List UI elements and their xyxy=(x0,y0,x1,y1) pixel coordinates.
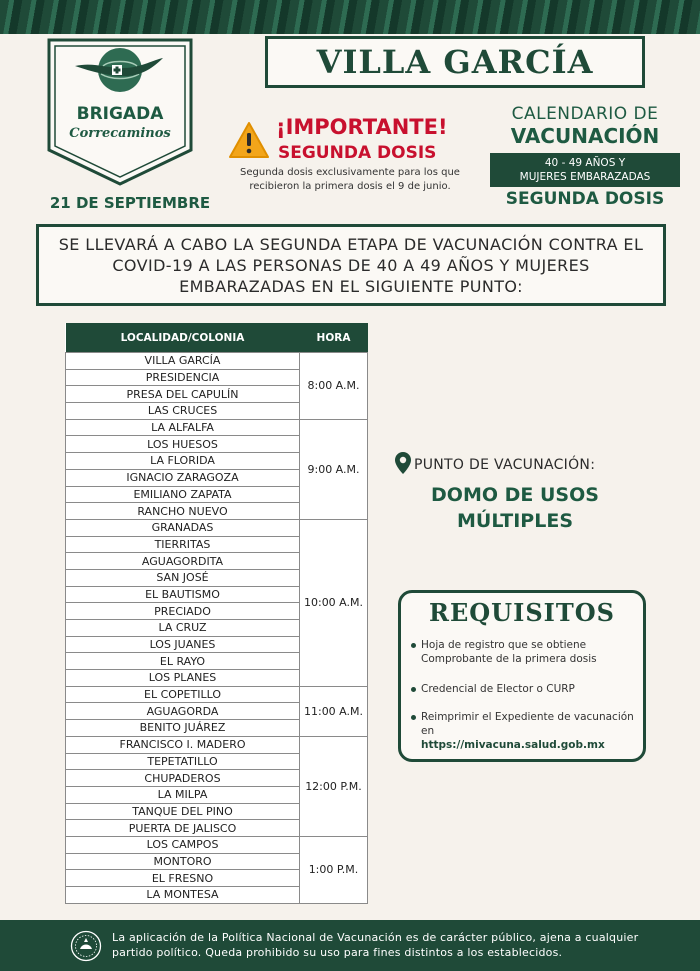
locality-cell: TANQUE DEL PINO xyxy=(66,803,300,820)
requirement-item xyxy=(421,682,636,696)
table-row xyxy=(66,836,368,853)
locality-cell: TIERRITAS xyxy=(66,536,300,553)
column-header-locality: LOCALIDAD/COLONIA xyxy=(66,323,300,353)
locality-cell: EL BAUTISMO xyxy=(66,586,300,603)
second-dose-note-line: Segunda dosis exclusivamente para los que xyxy=(240,167,460,178)
requirements-box xyxy=(398,590,646,762)
locality-cell: PUERTA DE JALISCO xyxy=(66,820,300,837)
table-row xyxy=(66,686,368,703)
requirement-text: Hoja de registro que se obtiene Comprobante de la primera dosis xyxy=(421,639,597,665)
locality-cell: LA MONTESA xyxy=(66,887,300,904)
locality-cell: PRESIDENCIA xyxy=(66,369,300,386)
warning-icon xyxy=(228,121,270,159)
time-cell: 11:00 A.M. xyxy=(300,686,368,736)
second-dose-heading: SEGUNDA DOSIS xyxy=(278,143,437,163)
locality-cell: EL RAYO xyxy=(66,653,300,670)
locality-cell: LOS PLANES xyxy=(66,670,300,687)
place-title-box xyxy=(265,36,645,88)
schedule-table xyxy=(65,323,368,904)
locality-cell: VILLA GARCÍA xyxy=(66,353,300,370)
locality-cell: IGNACIO ZARAGOZA xyxy=(66,469,300,486)
column-header-time: HORA xyxy=(300,323,368,353)
footer-disclaimer-band xyxy=(0,920,700,971)
announcement-text: SE LLEVARÁ A CABO LA SEGUNDA ETAPA DE VACUNACIÓN CONTRA EL COVID-19 A LAS PERSONAS DE 40 A 49 AÑOS Y MUJERES EMBARAZADAS EN EL SIGUIENTE PUNTO: xyxy=(58,234,644,296)
locality-cell: RANCHO NUEVO xyxy=(66,503,300,520)
locality-cell: EMILIANO ZAPATA xyxy=(66,486,300,503)
locality-cell: LA ALFALFA xyxy=(66,419,300,436)
vaccination-point-name-line: MÚLTIPLES xyxy=(456,510,574,532)
locality-cell: FRANCISCO I. MADERO xyxy=(66,736,300,753)
locality-cell: LOS CAMPOS xyxy=(66,836,300,853)
time-cell: 1:00 P.M. xyxy=(300,836,368,903)
locality-cell: TEPETATILLO xyxy=(66,753,300,770)
table-row xyxy=(66,736,368,753)
event-date: 21 DE SEPTIEMBRE xyxy=(49,194,211,212)
locality-cell: PRECIADO xyxy=(66,603,300,620)
locality-cell: AGUAGORDA xyxy=(66,703,300,720)
vaccination-point-name-line: DOMO DE USOS xyxy=(431,484,599,506)
time-cell: 10:00 A.M. xyxy=(300,519,368,686)
vaccination-portal-link[interactable]: https://mivacuna.salud.gob.mx xyxy=(421,739,605,751)
locality-cell: MONTORO xyxy=(66,853,300,870)
locality-cell: LA FLORIDA xyxy=(66,453,300,470)
time-cell: 12:00 P.M. xyxy=(300,736,368,836)
calendar-title-line1: CALENDARIO DE xyxy=(511,104,659,124)
locality-cell: CHUPADEROS xyxy=(66,770,300,787)
calendar-title-line2: VACUNACIÓN xyxy=(510,124,660,148)
brand-title: BRIGADA xyxy=(76,104,164,124)
vaccination-point-label: PUNTO DE VACUNACIÓN: xyxy=(414,457,596,473)
locality-cell: LOS HUESOS xyxy=(66,436,300,453)
bullet-icon xyxy=(411,715,416,720)
schedule-header-row xyxy=(66,323,368,353)
table-row xyxy=(66,419,368,436)
locality-cell: SAN JOSÉ xyxy=(66,569,300,586)
table-row xyxy=(66,353,368,370)
locality-cell: AGUAGORDITA xyxy=(66,553,300,570)
age-group-badge xyxy=(490,153,680,187)
bullet-icon xyxy=(411,687,416,692)
locality-cell: EL COPETILLO xyxy=(66,686,300,703)
location-pin-icon xyxy=(394,451,412,475)
locality-cell: BENITO JUÁREZ xyxy=(66,720,300,737)
bullet-icon xyxy=(411,643,416,648)
requirements-title: REQUISITOS xyxy=(429,598,615,627)
time-cell: 9:00 A.M. xyxy=(300,419,368,519)
age-group-line: 40 - 49 AÑOS Y xyxy=(544,157,626,169)
locality-cell: LA MILPA xyxy=(66,786,300,803)
second-dose-label: SEGUNDA DOSIS xyxy=(505,189,665,209)
important-heading: ¡IMPORTANTE! xyxy=(276,115,448,139)
age-group-line: MUJERES EMBARAZADAS xyxy=(519,171,651,183)
locality-cell: GRANADAS xyxy=(66,519,300,536)
requirement-item xyxy=(421,710,636,752)
locality-cell: LOS JUANES xyxy=(66,636,300,653)
locality-cell: EL FRESNO xyxy=(66,870,300,887)
second-dose-note-line: recibieron la primera dosis el 9 de junio. xyxy=(249,181,451,192)
government-seal-icon xyxy=(70,930,102,962)
footer-disclaimer-text: La aplicación de la Política Nacional de Vacunación es de carácter público, ajena a cualquier partido político. Queda prohibido su uso para fines distintos a los establecidos. xyxy=(112,931,639,959)
table-row xyxy=(66,519,368,536)
brand-subtitle: Correcaminos xyxy=(69,126,171,141)
requirement-item xyxy=(421,638,636,666)
announcement-box xyxy=(36,224,666,306)
requirement-text: Reimprimir el Expediente de vacunación en xyxy=(421,711,634,737)
decorative-top-band xyxy=(0,0,700,34)
place-title: VILLA GARCÍA xyxy=(316,43,594,81)
locality-cell: PRESA DEL CAPULÍN xyxy=(66,386,300,403)
second-dose-note xyxy=(226,166,474,194)
vaccination-point-name xyxy=(400,482,630,534)
locality-cell: LAS CRUCES xyxy=(66,403,300,420)
time-cell: 8:00 A.M. xyxy=(300,353,368,420)
locality-cell: LA CRUZ xyxy=(66,620,300,637)
requirement-text: Credencial de Elector o CURP xyxy=(421,683,575,695)
